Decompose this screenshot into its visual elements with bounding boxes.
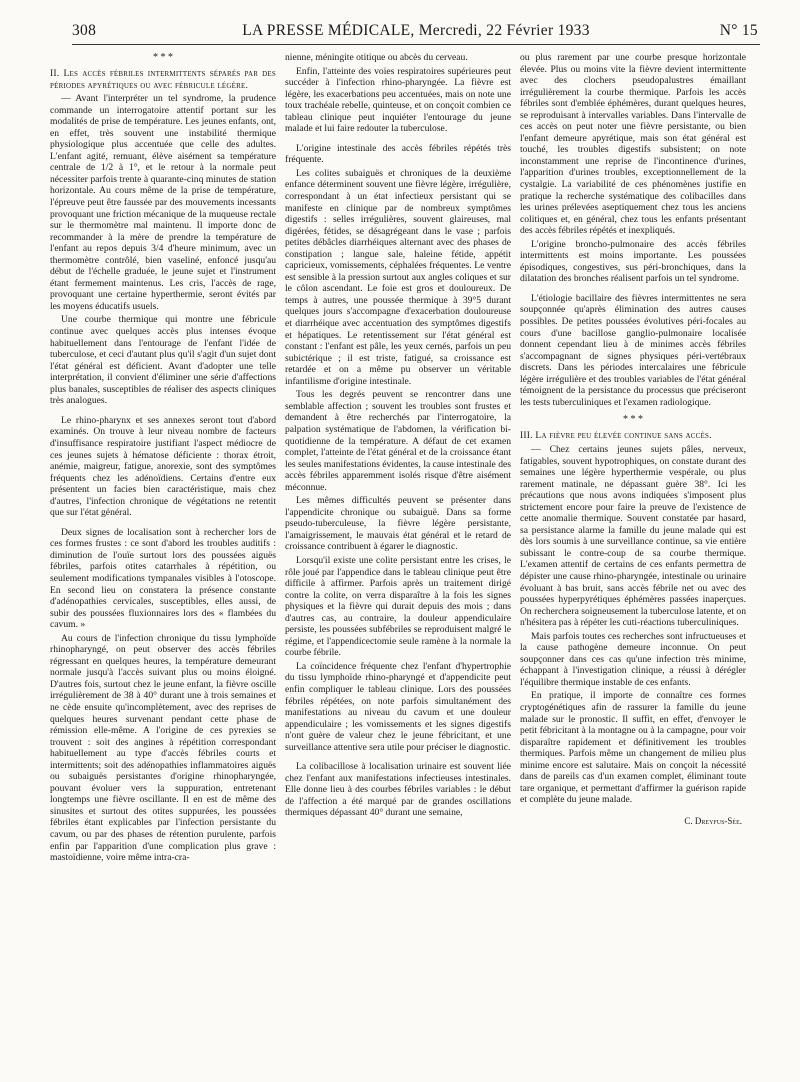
section-separator: * * * [153,52,173,63]
page-number: 308 [72,22,97,39]
paragraph: L'étiologie bacillaire des fièvres intermittentes ne sera soupçonnée qu'après élimination des autres causes possibles. De petites poussées évolutives péri-focales au cours d'une bacillose ganglio-pulmonaire localisée donnent cependant lieu à de minimes accès fébriles s'accompagnant de signes physiques péri-vertébraux discrets. Dans les périodes intercalaires une fébricule légère irrégulière et des troubles variables de l'état général témoignent de la persistance du processus que préciseront les tests tuberculiniques et l'examen radiologique. [520,292,746,408]
paragraph: — Avant l'interpréter un tel syndrome, la prudence commande un interrogatoire attentif portant sur les modalités de prise de température. Les jeunes enfants, ont, en effet, très souvent une instabilité thermique physiologique plus accentuée que celle des adultes. L'enfant agité, remuant, élève aisément sa température centrale de 1/2 à 1°, et le retour à la normale peut nécessiter parfois trente à quarante-cinq minutes de station horizontale. Au cours même de la prise de température, l'épreuve peut être faussée par des mouvements incessants provoquant une friction mécanique de la muqueuse rectale sur le thermomètre mal maintenu. Il importe donc de recommander à la mère de prendre la température de l'enfant au repos depuis 3/4 d'heure minimum, avec un thermomètre contrôlé, bien vaseliné, enfoncé jusqu'au début de l'échelle graduée, le jeune sujet et l'instrument étant fermement maintenus. Les cris, l'accès de rage, provoquant une certaine hyperthermie, seront évités par les moyens éducatifs usuels. [50,93,276,312]
section-2-heading [50,68,276,91]
page-header [72,18,760,45]
paragraph: L'origine intestinale des accès fébriles répétés très fréquente. [285,142,511,166]
journal-title: LA PRESSE MÉDICALE, Mercredi, 22 Février 1933 [242,22,590,39]
paragraph: En pratique, il importe de connaître ces formes cryptogénétiques afin de rassurer la famille du jeune malade sur le pronostic. Il suffit, en effet, d'envoyer le petit fébricitant à la montagne ou à la campagne, pour voir disparaître rapidement et définitivement les troubles thermiques. Parfois même un changement de milieu plus minime encore est salutaire. Mais on conçoit la nécessité dans de pareils cas d'un examen complet, éliminant toute tare organique, et permettant d'affirmer la guérison rapide et complète du jeune malade. [520,690,746,806]
paragraph: Deux signes de localisation sont à rechercher lors de ces formes frustes : ce sont d'abord les troubles auditifs : diminution de l'ouïe surtout lors des poussées aiguës fébriles, parfois otites catarrhales à répétition, ou seulement modifications tympanales visibles à l'otoscope. En second lieu on constatera la présence constante d'adénopathies cervicales, susceptibles, elles aussi, de subir des poussées fluxionnaires lors des « flambées du cavum. » [50,526,276,631]
column-right [520,52,746,1062]
paragraph: Les mêmes difficultés peuvent se présenter dans l'appendicite chronique ou subaiguë. Dans sa forme pseudo-tuberculeuse, la fièvre légère persistante, l'amaigrissement, le mauvais état général et le retard de croissance contribuent à égarer le diagnostic. [285,495,511,553]
section-heading-text: II. Les accès fébriles intermittents séparés par des périodes apyrétiques ou avec fébricule légère. [50,68,276,91]
paragraph: Le rhino-pharynx et ses annexes seront tout d'abord examinés. On trouve à leur niveau nombre de facteurs d'insuffisance respiratoire justifiant l'aspect médiocre de ces jeunes sujets à hématose déficiente : thorax étroit, anémie, maigreur, fatigue, anorexie, sont des symptômes fréquents chez les adénoïdiens. Certains d'entre eux présentent un facies bien caractéristique, mais chez d'autres, l'infection chronique de végétations ne retentit que sur l'état général. [50,414,276,519]
paragraph: Tous les degrés peuvent se rencontrer dans une semblable affection ; souvent les troubles sont frustes et demandent à être recherchés par l'interrogatoire, la palpation systématique de l'abdomen, la vérification bi-quotidienne de la température. A défaut de cet examen complet, l'atteinte de l'état général et de la croissance étant les seules manifestations évidentes, la cause intestinale des accès fébriles apparemment isolés risque d'être aisément méconnue. [285,389,511,493]
paragraph: Enfin, l'atteinte des voies respiratoires supérieures peut succéder à l'infection rhino-pharyngée. La fièvre est légère, les exacerbations peu accentuées, mais on note une toux trachéale rebelle, quinteuse, et on conçoit combien ce tableau clinique peut inquiéter l'entourage du jeune malade et lui faire redouter la tuberculose. [285,65,511,135]
paragraph: Les colites subaiguës et chroniques de la deuxième enfance déterminent souvent une fièvre légère, irrégulière, correspondant à un état infectieux persistant qui se manifeste en clinique par de nombreux symptômes digestifs : selles irrégulières, souvent glaireuses, mal digérées, fétides, se désagrégeant dans le vase ; parfois petites débâcles diarrhéiques alternant avec des phases de constipation ; langue sale, haleine fétide, appétit capricieux, vomissements, céphalées fréquentes. Le ventre est sensible à la pression surtout aux angles coliques et sur le côlon ascendant. Le foie est gros et douloureux. De temps à autres, une poussée thermique à 39°5 durant quelques jours s'accompagne d'exacerbation douloureuse et diarrhéique avec accentuation des symptômes digestifs et hépatiques. Le retentissement sur l'état général est constant : l'enfant est pâle, les yeux cernés, parfois un peu subictérique ; il est triste, fatigué, sa croissance est retardée et on a même pu observer un véritable infantilisme d'origine intestinale. [285,167,511,387]
paragraph: nienne, méningite otitique ou abcès du cerveau. [285,52,468,63]
paragraph: ou plus rarement par une courbe presque horizontale élevée. Plus ou moins vite la fièvre devient intermittente avec des clochers pseudopalustres émaillant irrégulièrement la courbe thermique. Parfois les accès fébriles sont d'emblée éphémères, durant quelques heures, se reproduisant à intervalles variables. Dans l'intervalle de ces accès on peut noter une fièvre persistante, ou bien l'enfant demeure apyrétique, mais son état général est touché, les troubles digestifs subsistent; on note inconstamment une reprise de l'incontinence d'urines, l'apparition d'urines troubles, exceptionnellement de la cystalgie. La variabilité de ces phénomènes justifie en pratique la recherche systématique des colibacilles dans les urines prélevées aseptiquement chez tous les anciens colitiques et, en général, chez tous les enfants présentant des accès fébriles répétés et inexpliqués. [520,52,746,237]
author-signature: C. Dreyfus-Sée. [684,815,742,826]
paragraph: Mais parfois toutes ces recherches sont infructueuses et la cause pathogène demeure inconnue. On peut soupçonner dans ces cas qu'une infection très minime, échappant à l'investigation clinique, a réussi à dérégler l'équilibre thermique instable de ces enfants. [520,630,746,688]
column-middle [285,52,511,1062]
section-3-heading [520,430,746,442]
column-left [50,52,276,1062]
paragraph: Une courbe thermique qui montre une fébricule continue avec quelques accès plus intenses évoque habituellement dans l'entourage de l'enfant l'idée de tuberculose, et ceci d'autant plus qu'il s'agit d'un sujet dont l'état général est déficient. Avant d'adopter une telle interprétation, il convient d'éliminer une série d'affections plus banales, susceptibles de réaliser des aspects cliniques très analogues. [50,314,276,407]
section-separator: * * * [623,414,643,426]
paragraph: La colibacillose à localisation urinaire est souvent liée chez l'enfant aux manifestations infectieuses intestinales. Elle donne lieu à des courbes fébriles variables : le début de l'affection a été marqué par de grandes oscillations thermiques dépassant 40° durant une semaine, [285,761,511,819]
paragraph: L'origine broncho-pulmonaire des accès fébriles intermittents est moins importante. Les poussées épisodiques, congestives, sus péri-bronchiques, dans la dilatation des bronches réalisent parfois un tel syndrome. [520,238,746,285]
paragraph: — Chez certains jeunes sujets pâles, nerveux, fatigables, souvent hypotrophiques, on constate durant des semaines une légère hyperthermie vespérale, ou plus rarement matinale, ne dépassant guère 38°. Ici les précautions que nous avons indiquées s'imposent plus strictement encore pour faire la preuve de l'existence de cette anomalie thermique. Souvent constatée par hasard, sa persistance alarme la famille du jeune malade qui est dès lors soumis à une surveillance continue, sa vie entière subissant le contre-coup de sa courbe thermique. L'examen attentif de certains de ces enfants permettra de dépister une cause rhino-pharyngée, intestinale ou urinaire évoluant à bas bruit, sans accès fébrile net ou avec des poussées hyperpyrétiques éphémères passées inaperçues. On recherchera soigneusement la tuberculose latente, et on n'hésitera pas à répéter les cuti-réactions tuberculiniques. [520,443,746,629]
section-heading-text: III. La fièvre peu élevée continue sans accès. [520,430,712,442]
issue-number: N° 15 [719,22,758,39]
paragraph: Lorsqu'il existe une colite persistant entre les crises, le rôle joué par l'appendice dans le tableau clinique peut être difficile à affirmer. Parfois après un traitement dirigé contre la colite, on verra disparaître à la fois les signes physiques et la fièvre qui durait depuis des mois ; dans d'autres cas, au contraire, la douleur appendiculaire persiste, les poussées subfébriles se reproduisent malgré le régime, et l'appendicectomie seule ramène à la normale la courbe fébrile. [285,554,511,659]
paragraph: Au cours de l'infection chronique du tissu lymphoïde rhinopharyngé, on peut observer des accès fébriles régressant en quelques heures, la température demeurant normale jusqu'à l'accès suivant plus ou moins éloigné. D'autres fois, surtout chez le jeune enfant, la fièvre oscille irrégulièrement de 38 à 40° durant une à trois semaines et ne cède ensuite qu'incomplètement, avec des reprises de quelques heures survenant pendant cette phase de rémission elle-même. A l'origine de ces pyrexies se trouvent : soit des angines à répétition correspondant habituellement au type d'accès fébriles courts et intermittents; soit des adénopathies inflammatoires aiguës ou subaiguës persistantes d'origine rhinopharyngée, pouvant évoluer vers la suppuration, entretenant longtemps une fièvre oscillante. Il en est de même des sinusites et surtout des otites suppurées, les poussées fébriles étant explicables par l'infection persistante du cavum, ou par des phases de rétention purulente, parfois enfin par l'apparition d'une complication plus grave : mastoïdienne, voire même intra-cra- [50,632,276,864]
paragraph: La coïncidence fréquente chez l'enfant d'hypertrophie du tissu lymphoïde rhino-pharyngé et d'appendicite peut enfin compliquer le tableau clinique. Lors des poussées fébriles répétées, on note parfois simultanément des manifestations au niveau du cavum et une douleur appendiculaire ; les vomissements et les signes digestifs n'ont guère de valeur chez le jeune fébricitant, et une surveillance attentive sera utile pour préciser le diagnostic. [285,660,511,753]
